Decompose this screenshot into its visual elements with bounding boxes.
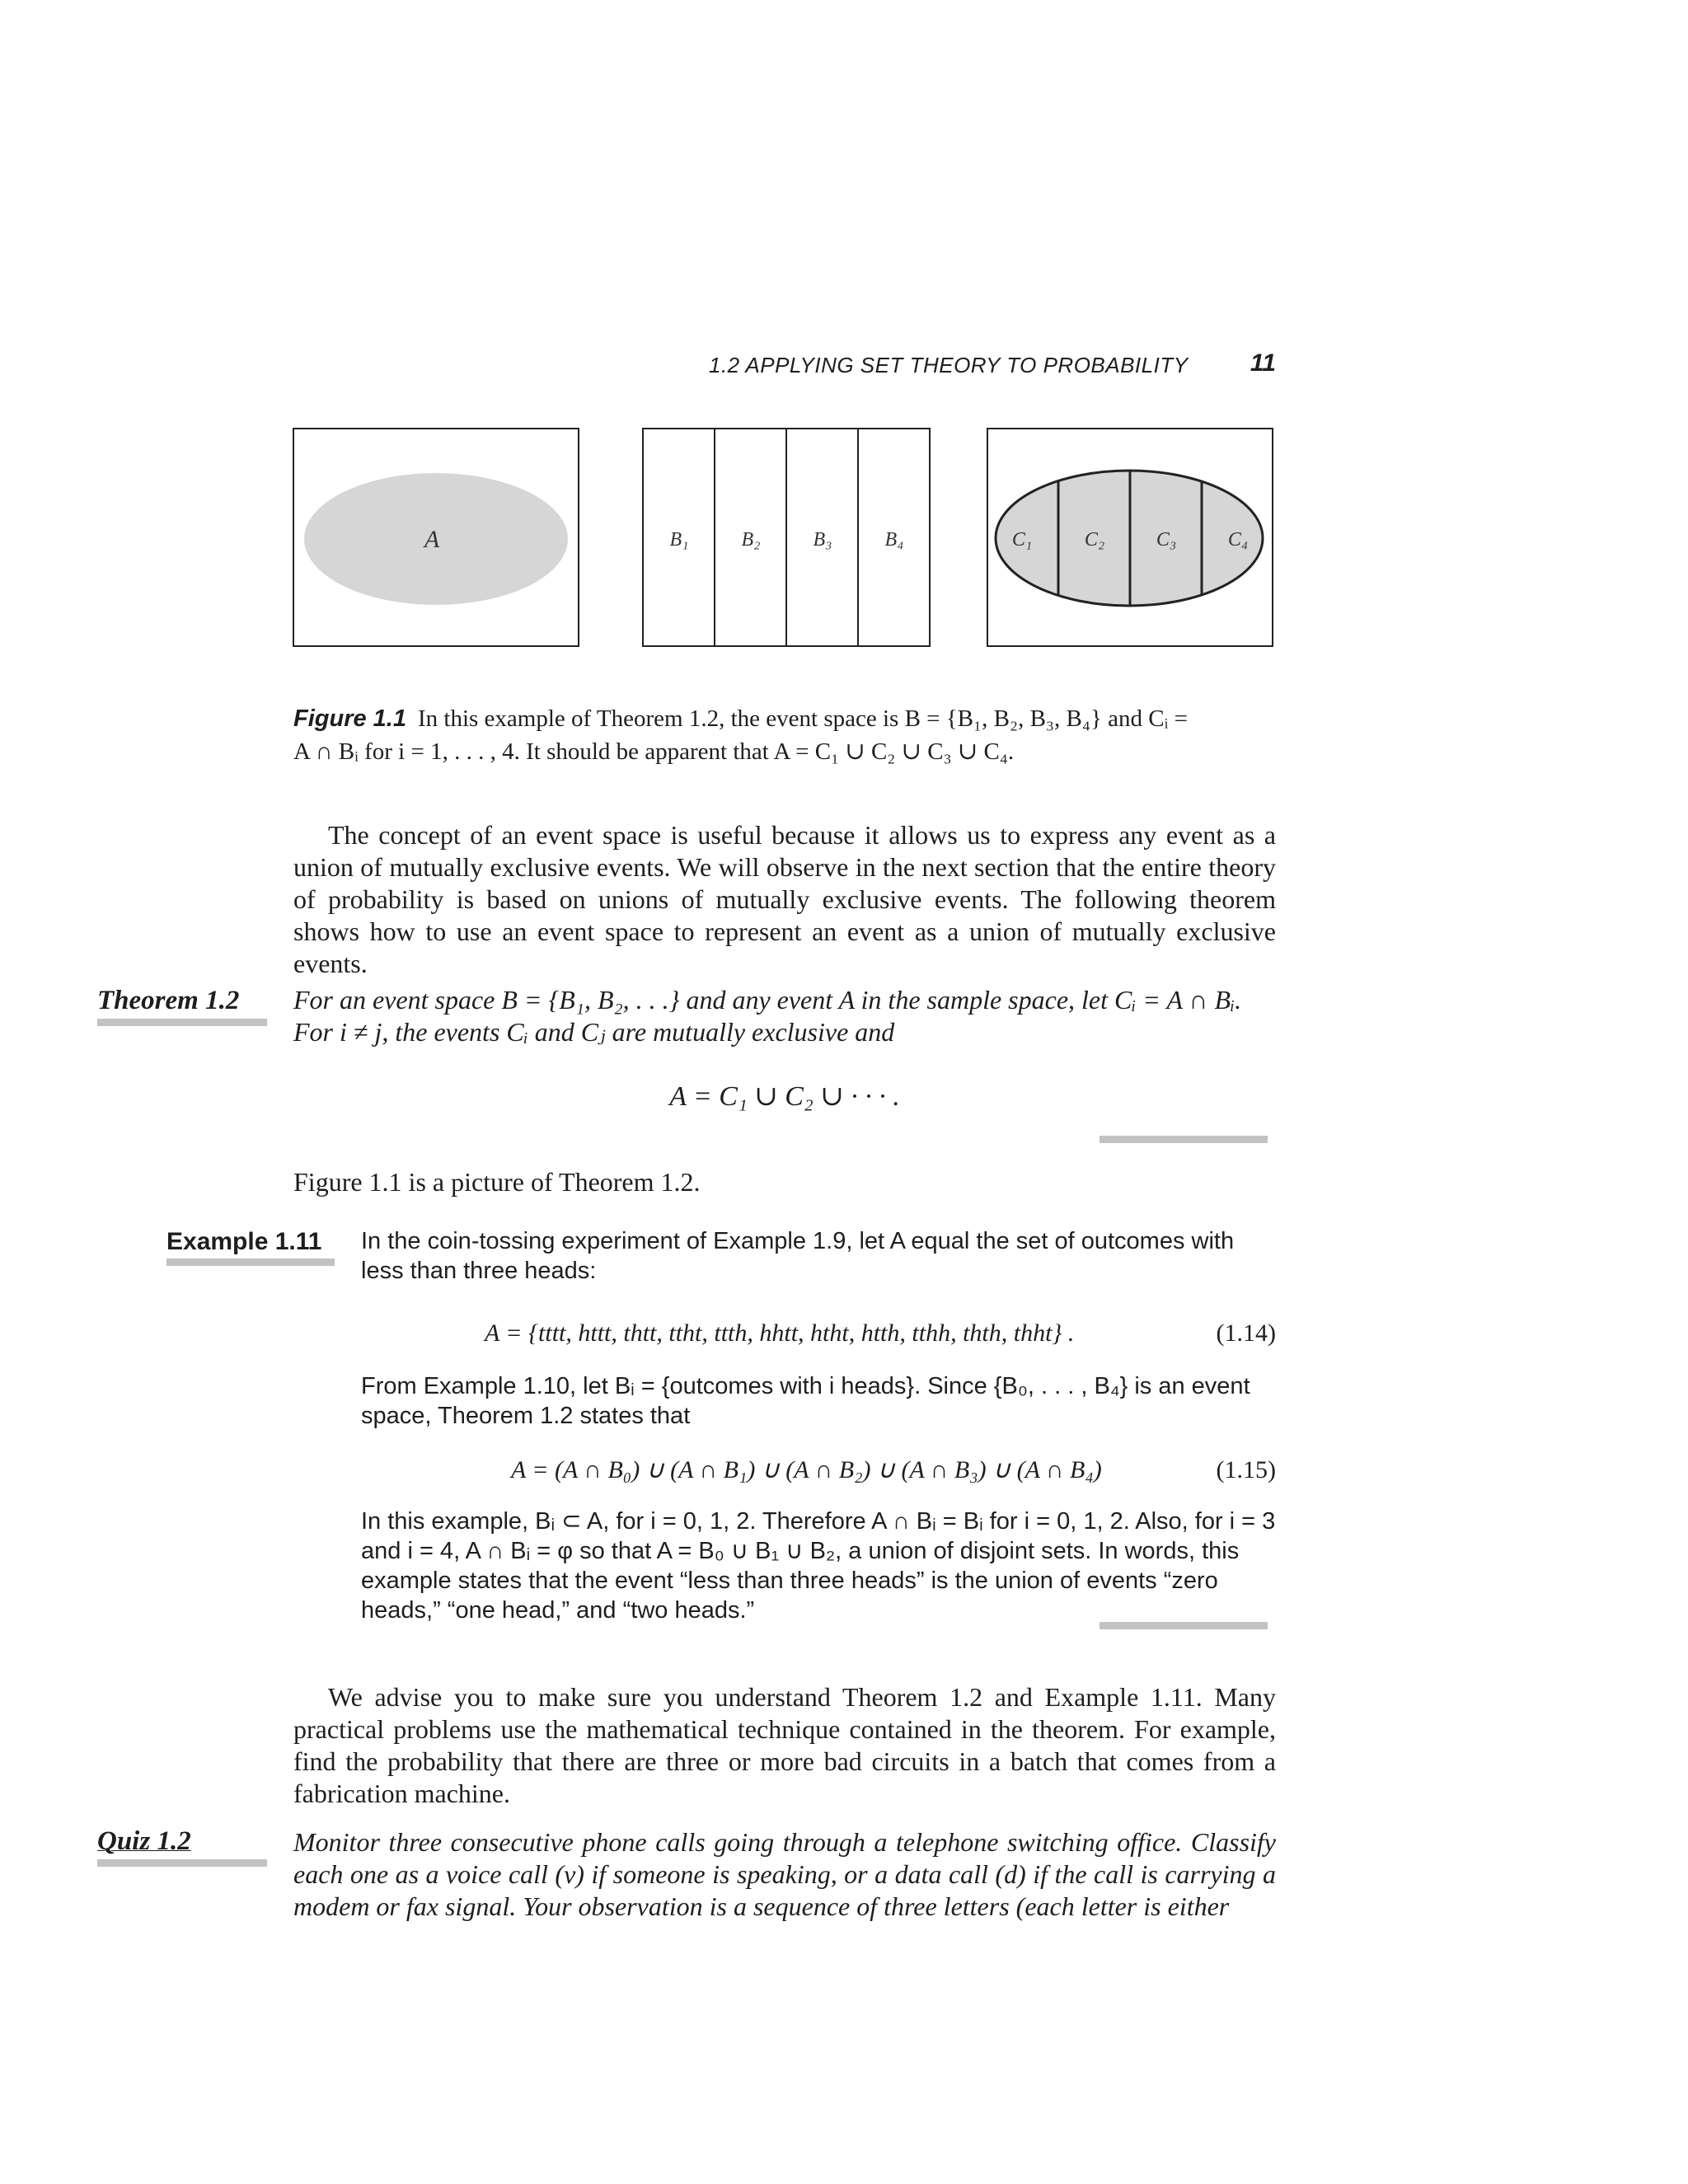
panel-event-space-b	[643, 429, 930, 646]
figure-caption	[293, 702, 1276, 768]
label-c2: C₂	[1084, 529, 1105, 551]
label-b4: B₄	[884, 529, 904, 551]
label-c1: C₁	[1011, 529, 1033, 551]
figure-1-1	[292, 425, 1276, 658]
example-middle-text: From Example 1.10, let Bᵢ = {outcomes with i heads}. Since {B₀, . . . , B₄} is an event space, Theorem 1.2 states that	[361, 1373, 1250, 1429]
label-c4: C₄	[1227, 529, 1249, 551]
theorem-label-rule	[97, 1019, 267, 1026]
theorem-equation: A = C₁ ∪ C₂ ∪ · · · .	[669, 1081, 900, 1112]
panel-event-a	[293, 429, 579, 646]
figure-reference-sentence: Figure 1.1 is a picture of Theorem 1.2.	[293, 1167, 701, 1197]
example-conclusion: In this example, Bᵢ ⊂ A, for i = 0, 1, 2. Therefore A ∩ Bᵢ = Bᵢ for i = 0, 1, 2. Also, for i = 3 and i = 4, A ∩ Bᵢ = φ so that A = B₀ ∪ B₁ ∪ B₂, a union of disjoint sets. In words, this example states that the event “less than three heads” is the union of events “zero heads,” “one head,” and “two heads.”	[361, 1508, 1276, 1624]
theorem-line-1: For an event space B = {B₁, B₂, . . .} and any event A in the sample space, let Cᵢ = A ∩ Bᵢ.	[293, 985, 1242, 1015]
panel-intersections-c	[987, 429, 1273, 646]
label-b2: B₂	[741, 529, 761, 551]
body-paragraph-2: We advise you to make sure you understand Theorem 1.2 and Example 1.11. Many practical problems use the mathematical technique contained in the theorem. For example, find the probability that there are three or more bad circuits in a batch that comes from a fabrication machine.	[293, 1682, 1276, 1808]
page-number: 11	[1250, 349, 1276, 377]
equation-number-1-15: (1.15)	[1216, 1456, 1276, 1483]
theorem-end-rule	[1100, 1136, 1268, 1143]
theorem-statement	[293, 984, 1276, 1048]
equation-1-14: A = {tttt, httt, thtt, ttht, ttth, hhtt, htht, htth, tthh, thth, thht} .	[485, 1319, 1075, 1347]
theorem-label: Theorem 1.2	[97, 986, 240, 1015]
label-b3: B₃	[813, 529, 832, 551]
example-end-rule	[1100, 1622, 1268, 1629]
example-label-rule	[166, 1258, 335, 1266]
caption-label: Figure 1.1	[293, 705, 406, 732]
quiz-text: Monitor three consecutive phone calls going through a telephone switching office. Classify each one as a voice call (v) if someone is speaking, or a data call (d) if the call is carrying a modem or fax signal. Your observation is a sequence of three letters (each letter is either	[293, 1827, 1276, 1921]
body-paragraph-1: The concept of an event space is useful because it allows us to express any event as a union of mutually exclusive events. We will observe in the next section that the entire theory of probability is based on unions of mutually exclusive events. The following theorem shows how to use an event space to represent an event as a union of mutually exclusive events.	[293, 820, 1276, 978]
quiz-label-rule	[97, 1859, 267, 1867]
running-header: 1.2 APPLYING SET THEORY TO PROBABILITY	[709, 353, 1189, 377]
label-c3: C₃	[1156, 529, 1177, 551]
example-label: Example 1.11	[166, 1228, 322, 1255]
theorem-line-2: For i ≠ j, the events Cᵢ and Cⱼ are mutually exclusive and	[293, 1017, 895, 1047]
caption-line-2: A ∩ Bᵢ for i = 1, . . . , 4. It should be apparent that A = C₁ ∪ C₂ ∪ C₃ ∪ C₄.	[293, 738, 1015, 765]
equation-1-15: A = (A ∩ B₀) ∪ (A ∩ B₁) ∪ (A ∩ B₂) ∪ (A ∩ B₃) ∪ (A ∩ B₄)	[511, 1456, 1102, 1483]
label-b1: B₁	[669, 529, 689, 551]
equation-number-1-14: (1.14)	[1216, 1319, 1276, 1347]
example-intro: In the coin-tossing experiment of Example 1.9, let A equal the set of outcomes with less than three heads:	[361, 1228, 1235, 1284]
example-body	[361, 1226, 1276, 1624]
event-a-label: A	[424, 526, 440, 553]
caption-line-1: In this example of Theorem 1.2, the event space is B = {B₁, B₂, B₃, B₄} and Cᵢ =	[418, 705, 1188, 732]
quiz-label: Quiz 1.2	[97, 1826, 191, 1856]
